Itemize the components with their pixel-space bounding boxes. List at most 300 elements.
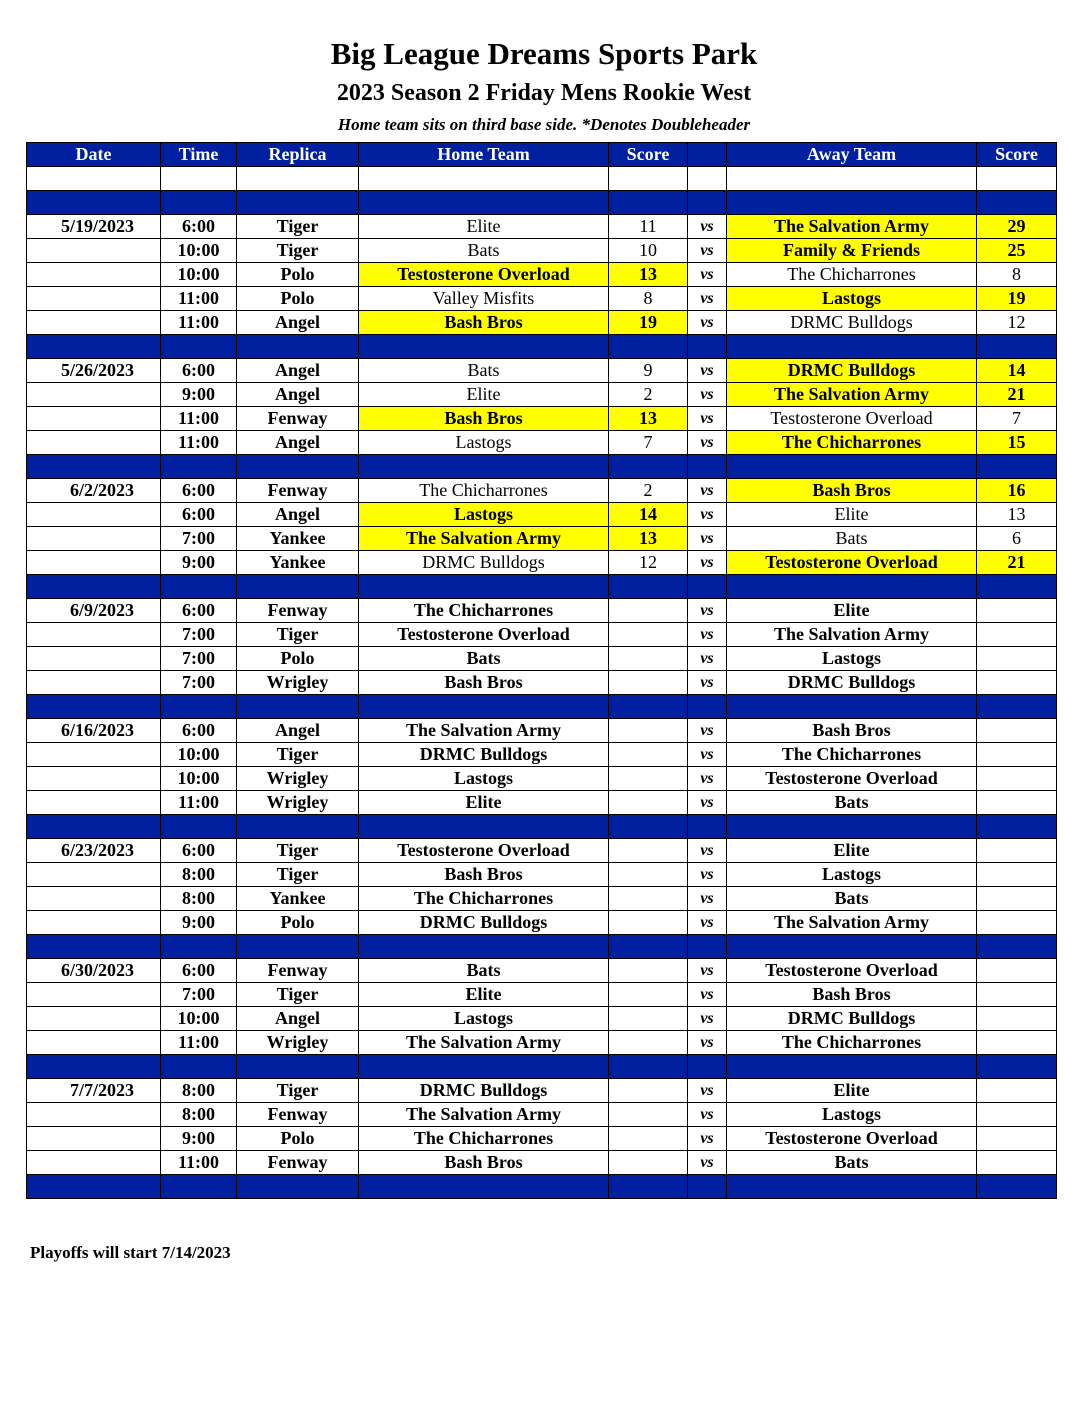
away-score	[977, 599, 1057, 623]
game-row	[27, 479, 1057, 503]
home-score: 2	[609, 383, 688, 407]
game-time: 9:00	[161, 383, 237, 407]
game-time: 9:00	[161, 911, 237, 935]
home-score	[609, 1127, 688, 1151]
away-score	[977, 1127, 1057, 1151]
game-row	[27, 359, 1057, 383]
away-score: 15	[977, 431, 1057, 455]
game-time: 8:00	[161, 863, 237, 887]
game-date	[27, 503, 161, 527]
game-replica: Tiger	[237, 983, 359, 1007]
game-time: 11:00	[161, 407, 237, 431]
away-team: Bats	[727, 1151, 977, 1175]
game-replica: Fenway	[237, 407, 359, 431]
away-score: 14	[977, 359, 1057, 383]
away-team: Lastogs	[727, 1103, 977, 1127]
away-score: 7	[977, 407, 1057, 431]
game-date	[27, 239, 161, 263]
away-score: 19	[977, 287, 1057, 311]
week-separator	[27, 335, 1057, 359]
home-score: 2	[609, 479, 688, 503]
home-score	[609, 719, 688, 743]
game-date: 6/16/2023	[27, 719, 161, 743]
away-team: Testosterone Overload	[727, 767, 977, 791]
away-team: Bash Bros	[727, 983, 977, 1007]
vs-label: vs	[688, 215, 727, 239]
game-time: 10:00	[161, 1007, 237, 1031]
game-replica: Tiger	[237, 239, 359, 263]
home-team: The Salvation Army	[359, 719, 609, 743]
home-score: 13	[609, 527, 688, 551]
home-score: 9	[609, 359, 688, 383]
home-score	[609, 767, 688, 791]
game-time: 7:00	[161, 671, 237, 695]
vs-label: vs	[688, 647, 727, 671]
game-time: 10:00	[161, 239, 237, 263]
vs-label: vs	[688, 383, 727, 407]
vs-label: vs	[688, 1079, 727, 1103]
game-date	[27, 431, 161, 455]
vs-label: vs	[688, 743, 727, 767]
home-score	[609, 1151, 688, 1175]
game-replica: Tiger	[237, 215, 359, 239]
vs-label: vs	[688, 791, 727, 815]
game-replica: Angel	[237, 359, 359, 383]
game-replica: Angel	[237, 383, 359, 407]
home-team: Testosterone Overload	[359, 263, 609, 287]
game-replica: Wrigley	[237, 1031, 359, 1055]
away-score	[977, 983, 1057, 1007]
vs-label: vs	[688, 1151, 727, 1175]
home-team: Lastogs	[359, 767, 609, 791]
home-score	[609, 791, 688, 815]
game-replica: Wrigley	[237, 671, 359, 695]
game-row	[27, 671, 1057, 695]
home-score: 14	[609, 503, 688, 527]
game-row	[27, 1031, 1057, 1055]
away-score: 21	[977, 551, 1057, 575]
away-team: DRMC Bulldogs	[727, 671, 977, 695]
away-score	[977, 959, 1057, 983]
game-time: 6:00	[161, 479, 237, 503]
column-header-time: Time	[161, 143, 237, 167]
game-replica: Angel	[237, 311, 359, 335]
game-replica: Angel	[237, 1007, 359, 1031]
game-date	[27, 311, 161, 335]
away-score	[977, 671, 1057, 695]
away-score: 16	[977, 479, 1057, 503]
game-replica: Polo	[237, 1127, 359, 1151]
away-team: The Salvation Army	[727, 383, 977, 407]
home-team: Testosterone Overload	[359, 839, 609, 863]
home-score	[609, 1031, 688, 1055]
away-score	[977, 911, 1057, 935]
home-team: The Salvation Army	[359, 1031, 609, 1055]
schedule-body	[27, 167, 1057, 1199]
game-date	[27, 1031, 161, 1055]
away-team: Bash Bros	[727, 719, 977, 743]
game-date: 6/30/2023	[27, 959, 161, 983]
game-date	[27, 383, 161, 407]
home-team: DRMC Bulldogs	[359, 743, 609, 767]
game-date	[27, 263, 161, 287]
game-time: 7:00	[161, 647, 237, 671]
game-replica: Yankee	[237, 551, 359, 575]
game-row	[27, 1007, 1057, 1031]
vs-label: vs	[688, 911, 727, 935]
vs-label: vs	[688, 959, 727, 983]
away-team: The Chicharrones	[727, 743, 977, 767]
away-team: Family & Friends	[727, 239, 977, 263]
home-team: DRMC Bulldogs	[359, 911, 609, 935]
home-score	[609, 959, 688, 983]
game-replica: Wrigley	[237, 791, 359, 815]
away-score	[977, 1079, 1057, 1103]
game-date	[27, 527, 161, 551]
game-time: 6:00	[161, 599, 237, 623]
game-date	[27, 407, 161, 431]
column-header-home-score: Score	[609, 143, 688, 167]
home-team: The Salvation Army	[359, 1103, 609, 1127]
home-score	[609, 839, 688, 863]
game-replica: Polo	[237, 287, 359, 311]
game-time: 6:00	[161, 215, 237, 239]
home-score	[609, 1007, 688, 1031]
game-replica: Wrigley	[237, 767, 359, 791]
away-score	[977, 887, 1057, 911]
page-subtitle: 2023 Season 2 Friday Mens Rookie West	[336, 80, 752, 106]
home-team: Lastogs	[359, 503, 609, 527]
away-team: Bats	[727, 791, 977, 815]
playoffs-note: Playoffs will start 7/14/2023	[30, 1243, 231, 1262]
vs-label: vs	[688, 767, 727, 791]
vs-label: vs	[688, 887, 727, 911]
home-team: Valley Misfits	[359, 287, 609, 311]
game-row	[27, 503, 1057, 527]
away-score	[977, 743, 1057, 767]
home-team: DRMC Bulldogs	[359, 1079, 609, 1103]
game-time: 11:00	[161, 431, 237, 455]
game-time: 8:00	[161, 1103, 237, 1127]
game-date	[27, 863, 161, 887]
home-score: 11	[609, 215, 688, 239]
home-score	[609, 983, 688, 1007]
away-score	[977, 767, 1057, 791]
away-score	[977, 1007, 1057, 1031]
away-team: Testosterone Overload	[727, 407, 977, 431]
game-date: 5/19/2023	[27, 215, 161, 239]
game-replica: Tiger	[237, 623, 359, 647]
game-date	[27, 743, 161, 767]
game-date	[27, 551, 161, 575]
game-date: 5/26/2023	[27, 359, 161, 383]
game-replica: Polo	[237, 263, 359, 287]
away-team: Elite	[727, 503, 977, 527]
away-team: Elite	[727, 599, 977, 623]
game-date: 6/2/2023	[27, 479, 161, 503]
game-time: 7:00	[161, 527, 237, 551]
game-row	[27, 959, 1057, 983]
game-row	[27, 215, 1057, 239]
away-score: 29	[977, 215, 1057, 239]
game-replica: Tiger	[237, 863, 359, 887]
home-team: The Chicharrones	[359, 479, 609, 503]
game-row	[27, 863, 1057, 887]
game-replica: Yankee	[237, 887, 359, 911]
away-team: The Salvation Army	[727, 623, 977, 647]
game-replica: Angel	[237, 431, 359, 455]
game-row	[27, 887, 1057, 911]
game-row	[27, 431, 1057, 455]
away-team: Testosterone Overload	[727, 1127, 977, 1151]
game-time: 11:00	[161, 1151, 237, 1175]
game-replica: Tiger	[237, 743, 359, 767]
vs-label: vs	[688, 983, 727, 1007]
home-team: Elite	[359, 791, 609, 815]
home-team: The Salvation Army	[359, 527, 609, 551]
away-team: Lastogs	[727, 647, 977, 671]
game-time: 11:00	[161, 1031, 237, 1055]
home-score	[609, 623, 688, 647]
home-score: 8	[609, 287, 688, 311]
vs-label: vs	[688, 839, 727, 863]
game-time: 6:00	[161, 719, 237, 743]
home-team: Bats	[359, 647, 609, 671]
game-row	[27, 983, 1057, 1007]
game-row	[27, 1127, 1057, 1151]
vs-label: vs	[688, 671, 727, 695]
home-score: 12	[609, 551, 688, 575]
game-time: 11:00	[161, 791, 237, 815]
game-replica: Fenway	[237, 959, 359, 983]
game-date	[27, 671, 161, 695]
week-separator	[27, 1175, 1057, 1199]
game-time: 7:00	[161, 983, 237, 1007]
game-date	[27, 1103, 161, 1127]
away-team: The Salvation Army	[727, 911, 977, 935]
game-time: 6:00	[161, 839, 237, 863]
vs-label: vs	[688, 599, 727, 623]
home-score	[609, 1079, 688, 1103]
game-replica: Angel	[237, 719, 359, 743]
schedule-note: Home team sits on third base side. *Denotes Doubleheader	[337, 115, 751, 134]
away-score	[977, 863, 1057, 887]
game-time: 10:00	[161, 743, 237, 767]
page-title: Big League Dreams Sports Park	[330, 36, 758, 71]
column-header-vs	[688, 143, 727, 167]
game-time: 8:00	[161, 887, 237, 911]
column-header-replica: Replica	[237, 143, 359, 167]
away-team: Elite	[727, 839, 977, 863]
away-team: Bash Bros	[727, 479, 977, 503]
game-row	[27, 311, 1057, 335]
game-row	[27, 911, 1057, 935]
home-team: Elite	[359, 983, 609, 1007]
vs-label: vs	[688, 287, 727, 311]
game-time: 6:00	[161, 359, 237, 383]
away-team: The Salvation Army	[727, 215, 977, 239]
vs-label: vs	[688, 1127, 727, 1151]
home-score: 19	[609, 311, 688, 335]
game-date	[27, 1151, 161, 1175]
vs-label: vs	[688, 263, 727, 287]
home-score: 13	[609, 407, 688, 431]
column-header-away-team: Away Team	[727, 143, 977, 167]
game-time: 7:00	[161, 623, 237, 647]
game-date	[27, 767, 161, 791]
game-replica: Angel	[237, 503, 359, 527]
week-separator	[27, 1055, 1057, 1079]
away-score	[977, 1031, 1057, 1055]
game-time: 8:00	[161, 1079, 237, 1103]
away-team: DRMC Bulldogs	[727, 359, 977, 383]
home-team: Bash Bros	[359, 863, 609, 887]
home-score	[609, 1103, 688, 1127]
game-replica: Polo	[237, 647, 359, 671]
vs-label: vs	[688, 479, 727, 503]
home-team: The Chicharrones	[359, 887, 609, 911]
game-row	[27, 527, 1057, 551]
away-score: 13	[977, 503, 1057, 527]
vs-label: vs	[688, 1031, 727, 1055]
away-team: Bats	[727, 527, 977, 551]
home-team: Bats	[359, 239, 609, 263]
home-team: Bats	[359, 959, 609, 983]
home-team: Elite	[359, 383, 609, 407]
game-time: 11:00	[161, 287, 237, 311]
home-score	[609, 671, 688, 695]
home-team: DRMC Bulldogs	[359, 551, 609, 575]
home-team: Bash Bros	[359, 1151, 609, 1175]
home-team: Bash Bros	[359, 671, 609, 695]
game-row	[27, 599, 1057, 623]
away-score	[977, 1151, 1057, 1175]
game-time: 6:00	[161, 503, 237, 527]
game-replica: Tiger	[237, 839, 359, 863]
game-date	[27, 623, 161, 647]
vs-label: vs	[688, 407, 727, 431]
game-date	[27, 287, 161, 311]
table-header-row	[27, 143, 1057, 167]
home-team: Bats	[359, 359, 609, 383]
column-header-home-team: Home Team	[359, 143, 609, 167]
home-team: Lastogs	[359, 1007, 609, 1031]
away-team: DRMC Bulldogs	[727, 1007, 977, 1031]
home-score	[609, 911, 688, 935]
home-score: 7	[609, 431, 688, 455]
vs-label: vs	[688, 503, 727, 527]
game-time: 10:00	[161, 263, 237, 287]
game-date	[27, 887, 161, 911]
home-team: Bash Bros	[359, 311, 609, 335]
game-replica: Yankee	[237, 527, 359, 551]
game-row	[27, 239, 1057, 263]
vs-label: vs	[688, 239, 727, 263]
away-team: The Chicharrones	[727, 431, 977, 455]
home-team: Lastogs	[359, 431, 609, 455]
vs-label: vs	[688, 551, 727, 575]
game-row	[27, 287, 1057, 311]
game-row	[27, 623, 1057, 647]
away-team: Testosterone Overload	[727, 551, 977, 575]
week-separator	[27, 191, 1057, 215]
game-date	[27, 911, 161, 935]
game-replica: Fenway	[237, 1103, 359, 1127]
away-team: Bats	[727, 887, 977, 911]
game-time: 9:00	[161, 551, 237, 575]
week-separator	[27, 575, 1057, 599]
game-replica: Fenway	[237, 599, 359, 623]
vs-label: vs	[688, 719, 727, 743]
away-score	[977, 647, 1057, 671]
week-separator	[27, 815, 1057, 839]
game-row	[27, 647, 1057, 671]
vs-label: vs	[688, 1007, 727, 1031]
game-replica: Polo	[237, 911, 359, 935]
game-row	[27, 719, 1057, 743]
game-row	[27, 407, 1057, 431]
away-score: 12	[977, 311, 1057, 335]
game-date	[27, 1007, 161, 1031]
home-team: Elite	[359, 215, 609, 239]
game-row	[27, 839, 1057, 863]
vs-label: vs	[688, 623, 727, 647]
home-score	[609, 647, 688, 671]
vs-label: vs	[688, 311, 727, 335]
home-score	[609, 743, 688, 767]
home-team: Bash Bros	[359, 407, 609, 431]
home-score: 13	[609, 263, 688, 287]
home-team: The Chicharrones	[359, 1127, 609, 1151]
away-score	[977, 839, 1057, 863]
away-team: Lastogs	[727, 863, 977, 887]
home-score	[609, 863, 688, 887]
away-team: DRMC Bulldogs	[727, 311, 977, 335]
away-score	[977, 719, 1057, 743]
game-row	[27, 1079, 1057, 1103]
away-team: Testosterone Overload	[727, 959, 977, 983]
game-time: 11:00	[161, 311, 237, 335]
away-score: 6	[977, 527, 1057, 551]
game-replica: Fenway	[237, 479, 359, 503]
game-time: 9:00	[161, 1127, 237, 1151]
game-date: 6/23/2023	[27, 839, 161, 863]
away-score: 21	[977, 383, 1057, 407]
schedule-table	[26, 142, 1057, 1199]
away-score	[977, 791, 1057, 815]
away-score	[977, 623, 1057, 647]
column-header-date: Date	[27, 143, 161, 167]
away-score: 8	[977, 263, 1057, 287]
game-row	[27, 383, 1057, 407]
week-separator	[27, 455, 1057, 479]
vs-label: vs	[688, 527, 727, 551]
game-time: 6:00	[161, 959, 237, 983]
vs-label: vs	[688, 863, 727, 887]
blank-row	[27, 167, 1057, 191]
game-row	[27, 551, 1057, 575]
column-header-away-score: Score	[977, 143, 1057, 167]
game-row	[27, 1103, 1057, 1127]
away-score: 25	[977, 239, 1057, 263]
week-separator	[27, 695, 1057, 719]
game-date	[27, 1127, 161, 1151]
away-team: Elite	[727, 1079, 977, 1103]
game-row	[27, 791, 1057, 815]
game-row	[27, 743, 1057, 767]
away-team: The Chicharrones	[727, 263, 977, 287]
vs-label: vs	[688, 359, 727, 383]
